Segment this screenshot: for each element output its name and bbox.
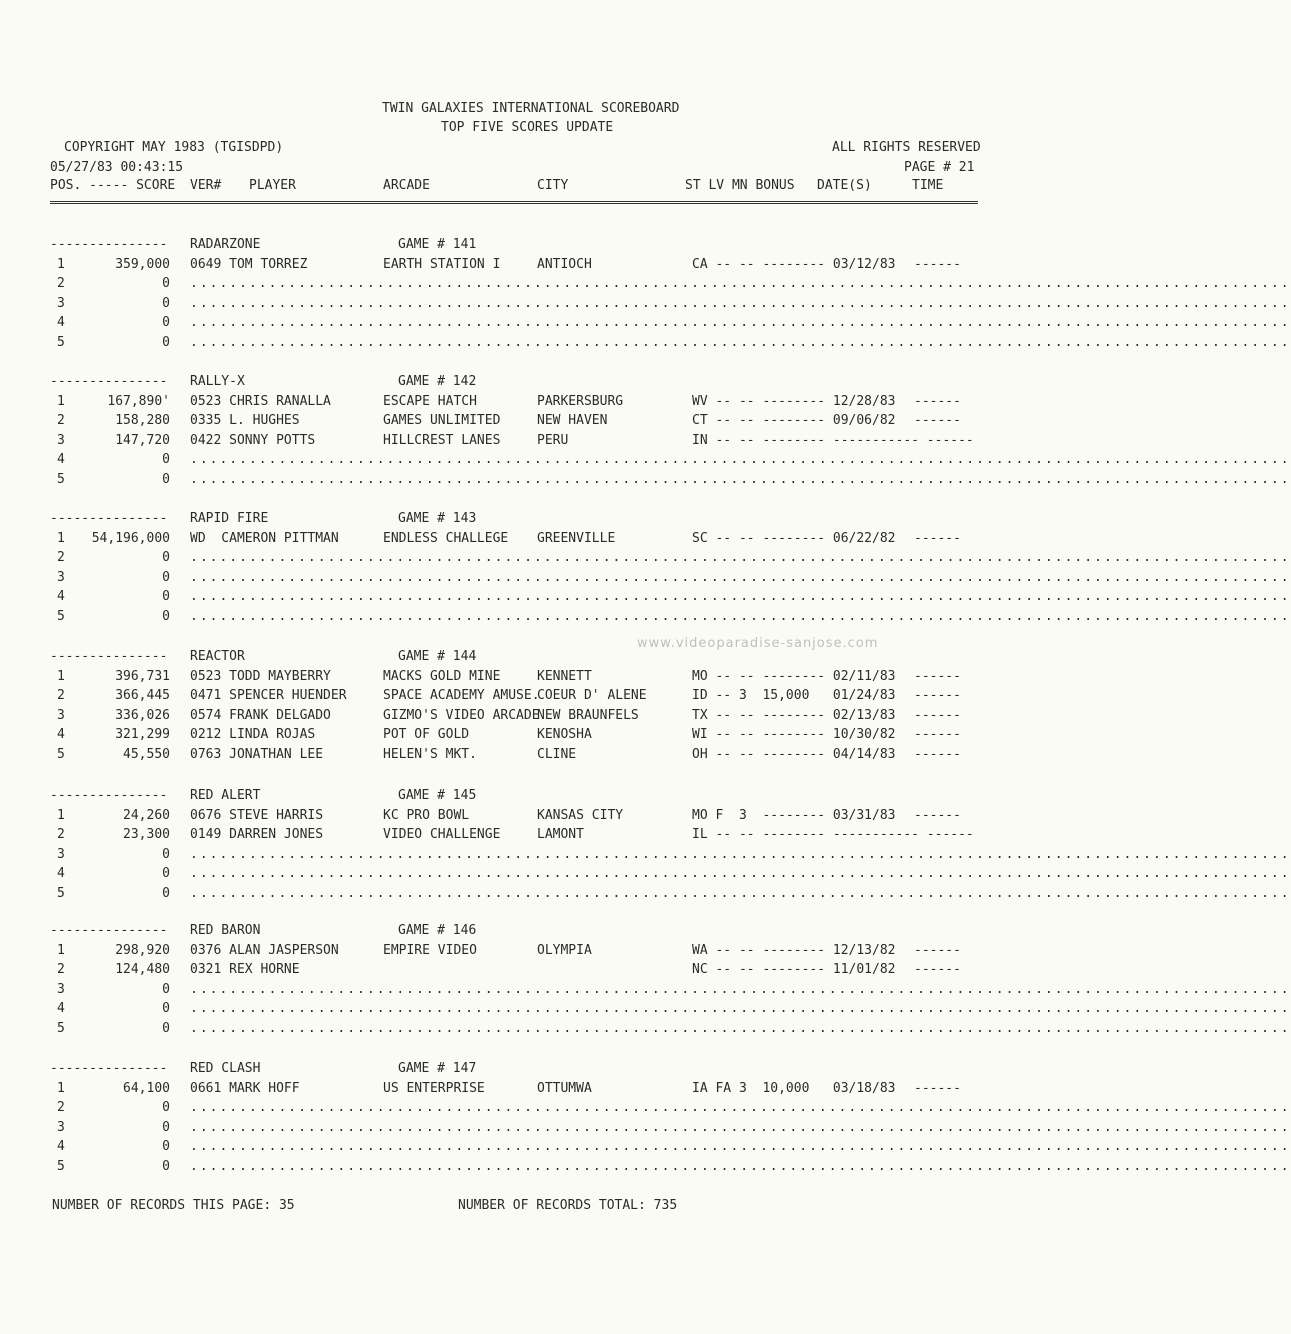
- row-score: 0: [162, 472, 170, 487]
- row-position: 3: [57, 708, 65, 723]
- row-score: 0: [162, 847, 170, 862]
- row-time: ------: [914, 943, 961, 958]
- row-score: 0: [162, 982, 170, 997]
- row-arcade: EMPIRE VIDEO: [383, 943, 477, 958]
- row-time: ------: [914, 1081, 961, 1096]
- row-dot-leader: ................................................................................................................: [190, 1120, 1291, 1135]
- row-position: 4: [57, 727, 65, 742]
- row-city: COEUR D' ALENE: [537, 688, 647, 703]
- game-number: GAME # 143: [398, 511, 477, 526]
- row-dot-leader: ................................................................................................................: [190, 886, 1291, 901]
- row-stats-date: TX -- -- -------- 02/13/83: [692, 708, 896, 723]
- col-player: PLAYER: [249, 178, 296, 193]
- col-arcade: ARCADE: [383, 178, 430, 193]
- game-number: GAME # 146: [398, 923, 477, 938]
- row-stats-date: WI -- -- -------- 10/30/82: [692, 727, 896, 742]
- row-score: 45,550: [123, 747, 170, 762]
- report-subtitle: TOP FIVE SCORES UPDATE: [441, 120, 614, 135]
- row-arcade: HELEN'S MKT.: [383, 747, 477, 762]
- row-dot-leader: ................................................................................................................: [190, 1139, 1291, 1154]
- row-city: KENOSHA: [537, 727, 592, 742]
- row-player: 0422 SONNY POTTS: [190, 433, 316, 448]
- game-number: GAME # 142: [398, 374, 477, 389]
- row-time: ------: [914, 808, 961, 823]
- row-position: 2: [57, 688, 65, 703]
- game-number: GAME # 141: [398, 237, 477, 252]
- row-position: 4: [57, 589, 65, 604]
- row-score: 298,920: [115, 943, 170, 958]
- row-arcade: US ENTERPRISE: [383, 1081, 485, 1096]
- row-score: 0: [162, 276, 170, 291]
- col-pos-score: POS. ----- SCORE: [50, 178, 176, 193]
- row-dot-leader: ................................................................................................................: [190, 472, 1291, 487]
- row-arcade: ESCAPE HATCH: [383, 394, 477, 409]
- row-city: GREENVILLE: [537, 531, 616, 546]
- row-stats-date: IL -- -- -------- ----------- ------: [692, 827, 974, 842]
- row-time: ------: [914, 708, 961, 723]
- row-arcade: VIDEO CHALLENGE: [383, 827, 501, 842]
- game-name: RED BARON: [190, 923, 261, 938]
- row-city: ANTIOCH: [537, 257, 592, 272]
- row-stats-date: IN -- -- -------- ----------- ------: [692, 433, 974, 448]
- row-dot-leader: ................................................................................................................: [190, 570, 1291, 585]
- watermark: www.videoparadise-sanjose.com: [637, 636, 879, 651]
- row-time: ------: [914, 257, 961, 272]
- row-dot-leader: ................................................................................................................: [190, 335, 1291, 350]
- row-position: 2: [57, 827, 65, 842]
- row-player: 0574 FRANK DELGADO: [190, 708, 331, 723]
- row-position: 5: [57, 472, 65, 487]
- report-datetime: 05/27/83 00:43:15: [50, 160, 184, 175]
- row-score: 54,196,000: [91, 531, 170, 546]
- row-city: NEW HAVEN: [537, 413, 608, 428]
- row-score: 0: [162, 335, 170, 350]
- row-stats-date: MO -- -- -------- 02/11/83: [692, 669, 896, 684]
- row-time: ------: [914, 747, 961, 762]
- row-position: 1: [57, 943, 65, 958]
- row-position: 4: [57, 315, 65, 330]
- row-score: 0: [162, 1139, 170, 1154]
- row-stats-date: CT -- -- -------- 09/06/82: [692, 413, 896, 428]
- row-dot-leader: ................................................................................................................: [190, 296, 1291, 311]
- row-city: OLYMPIA: [537, 943, 592, 958]
- game-number: GAME # 145: [398, 788, 477, 803]
- row-position: 1: [57, 669, 65, 684]
- row-position: 1: [57, 808, 65, 823]
- row-position: 5: [57, 747, 65, 762]
- row-time: ------: [914, 962, 961, 977]
- row-position: 3: [57, 847, 65, 862]
- row-stats-date: IA FA 3 10,000 03/18/83: [692, 1081, 896, 1096]
- row-arcade: HILLCREST LANES: [383, 433, 501, 448]
- row-player: 0149 DARREN JONES: [190, 827, 324, 842]
- row-dot-leader: ................................................................................................................: [190, 452, 1291, 467]
- row-position: 2: [57, 413, 65, 428]
- game-number: GAME # 144: [398, 649, 477, 664]
- records-total: NUMBER OF RECORDS TOTAL: 735: [458, 1198, 678, 1213]
- row-score: 0: [162, 315, 170, 330]
- row-dot-leader: ................................................................................................................: [190, 1100, 1291, 1115]
- row-score: 366,445: [115, 688, 170, 703]
- game-name: RED ALERT: [190, 788, 261, 803]
- row-position: 2: [57, 276, 65, 291]
- row-stats-date: OH -- -- -------- 04/14/83: [692, 747, 896, 762]
- col-time: TIME: [912, 178, 944, 193]
- page-number: PAGE # 21: [904, 160, 975, 175]
- row-stats-date: MO F 3 -------- 03/31/83: [692, 808, 896, 823]
- col-city: CITY: [537, 178, 569, 193]
- row-city: CLINE: [537, 747, 577, 762]
- row-dot-leader: ................................................................................................................: [190, 866, 1291, 881]
- copyright: COPYRIGHT MAY 1983 (TGISDPD): [64, 140, 284, 155]
- row-score: 0: [162, 1100, 170, 1115]
- row-dot-leader: ................................................................................................................: [190, 276, 1291, 291]
- row-dot-leader: ................................................................................................................: [190, 1001, 1291, 1016]
- col-dates: DATE(S): [817, 178, 872, 193]
- row-player: 0649 TOM TORREZ: [190, 257, 308, 272]
- row-position: 1: [57, 1081, 65, 1096]
- row-stats-date: NC -- -- -------- 11/01/82: [692, 962, 896, 977]
- row-city: KENNETT: [537, 669, 592, 684]
- row-stats-date: SC -- -- -------- 06/22/82: [692, 531, 896, 546]
- row-position: 1: [57, 531, 65, 546]
- row-player: WD CAMERON PITTMAN: [190, 531, 339, 546]
- row-city: PERU: [537, 433, 569, 448]
- row-position: 3: [57, 433, 65, 448]
- row-city: KANSAS CITY: [537, 808, 624, 823]
- row-dot-leader: ................................................................................................................: [190, 589, 1291, 604]
- row-arcade: POT OF GOLD: [383, 727, 470, 742]
- row-position: 2: [57, 1100, 65, 1115]
- row-score: 124,480: [115, 962, 170, 977]
- row-score: 167,890': [107, 394, 170, 409]
- row-dot-leader: ................................................................................................................: [190, 982, 1291, 997]
- row-position: 4: [57, 1139, 65, 1154]
- row-player: 0376 ALAN JASPERSON: [190, 943, 339, 958]
- row-city: NEW BRAUNFELS: [537, 708, 639, 723]
- row-score: 0: [162, 570, 170, 585]
- game-name: REACTOR: [190, 649, 245, 664]
- row-score: 396,731: [115, 669, 170, 684]
- row-dot-leader: ................................................................................................................: [190, 1159, 1291, 1174]
- row-score: 0: [162, 1001, 170, 1016]
- row-position: 5: [57, 335, 65, 350]
- row-dot-leader: ................................................................................................................: [190, 609, 1291, 624]
- row-position: 2: [57, 962, 65, 977]
- row-position: 1: [57, 394, 65, 409]
- row-dot-leader: ................................................................................................................: [190, 1021, 1291, 1036]
- header-rule: [50, 201, 978, 204]
- game-dash: ---------------: [50, 923, 168, 938]
- row-position: 3: [57, 296, 65, 311]
- row-player: 0335 L. HUGHES: [190, 413, 300, 428]
- row-score: 0: [162, 452, 170, 467]
- row-position: 4: [57, 452, 65, 467]
- row-position: 1: [57, 257, 65, 272]
- row-score: 0: [162, 589, 170, 604]
- col-stats: ST LV MN BONUS: [685, 178, 795, 193]
- row-stats-date: WV -- -- -------- 12/28/83: [692, 394, 896, 409]
- game-dash: ---------------: [50, 237, 168, 252]
- game-name: RADARZONE: [190, 237, 261, 252]
- row-position: 4: [57, 1001, 65, 1016]
- row-score: 359,000: [115, 257, 170, 272]
- report-title: TWIN GALAXIES INTERNATIONAL SCOREBOARD: [382, 101, 680, 116]
- row-score: 0: [162, 1159, 170, 1174]
- row-time: ------: [914, 531, 961, 546]
- row-score: 321,299: [115, 727, 170, 742]
- game-dash: ---------------: [50, 511, 168, 526]
- row-score: 0: [162, 550, 170, 565]
- game-name: RALLY-X: [190, 374, 245, 389]
- row-arcade: GAMES UNLIMITED: [383, 413, 501, 428]
- col-ver: VER#: [190, 178, 222, 193]
- row-dot-leader: ................................................................................................................: [190, 315, 1291, 330]
- game-dash: ---------------: [50, 1061, 168, 1076]
- row-player: 0676 STEVE HARRIS: [190, 808, 324, 823]
- row-score: 0: [162, 1120, 170, 1135]
- row-score: 0: [162, 296, 170, 311]
- row-arcade: MACKS GOLD MINE: [383, 669, 501, 684]
- row-player: 0212 LINDA ROJAS: [190, 727, 316, 742]
- row-arcade: EARTH STATION I: [383, 257, 501, 272]
- row-score: 0: [162, 866, 170, 881]
- records-this-page: NUMBER OF RECORDS THIS PAGE: 35: [52, 1198, 295, 1213]
- row-player: 0523 TODD MAYBERRY: [190, 669, 331, 684]
- row-position: 3: [57, 982, 65, 997]
- row-dot-leader: ................................................................................................................: [190, 847, 1291, 862]
- row-arcade: SPACE ACADEMY AMUSE.: [383, 688, 540, 703]
- row-time: ------: [914, 669, 961, 684]
- row-position: 5: [57, 1159, 65, 1174]
- row-position: 5: [57, 1021, 65, 1036]
- game-dash: ---------------: [50, 649, 168, 664]
- row-arcade: GIZMO'S VIDEO ARCADE: [383, 708, 540, 723]
- row-city: PARKERSBURG: [537, 394, 624, 409]
- row-score: 336,026: [115, 708, 170, 723]
- row-position: 3: [57, 1120, 65, 1135]
- row-player: 0763 JONATHAN LEE: [190, 747, 324, 762]
- row-player: 0523 CHRIS RANALLA: [190, 394, 331, 409]
- rights-reserved: ALL RIGHTS RESERVED: [832, 140, 981, 155]
- row-position: 2: [57, 550, 65, 565]
- row-player: 0661 MARK HOFF: [190, 1081, 300, 1096]
- row-score: 23,300: [123, 827, 170, 842]
- row-position: 3: [57, 570, 65, 585]
- row-arcade: ENDLESS CHALLEGE: [383, 531, 509, 546]
- row-score: 147,720: [115, 433, 170, 448]
- row-player: 0471 SPENCER HUENDER: [190, 688, 347, 703]
- row-stats-date: ID -- 3 15,000 01/24/83: [692, 688, 896, 703]
- row-score: 158,280: [115, 413, 170, 428]
- row-time: ------: [914, 413, 961, 428]
- game-name: RAPID FIRE: [190, 511, 269, 526]
- row-time: ------: [914, 727, 961, 742]
- row-stats-date: CA -- -- -------- 03/12/83: [692, 257, 896, 272]
- row-arcade: KC PRO BOWL: [383, 808, 470, 823]
- row-score: 0: [162, 886, 170, 901]
- row-position: 5: [57, 609, 65, 624]
- row-city: LAMONT: [537, 827, 584, 842]
- row-dot-leader: ................................................................................................................: [190, 550, 1291, 565]
- row-time: ------: [914, 688, 961, 703]
- row-score: 0: [162, 609, 170, 624]
- game-dash: ---------------: [50, 788, 168, 803]
- row-player: 0321 REX HORNE: [190, 962, 300, 977]
- row-score: 64,100: [123, 1081, 170, 1096]
- game-dash: ---------------: [50, 374, 168, 389]
- row-score: 24,260: [123, 808, 170, 823]
- row-stats-date: WA -- -- -------- 12/13/82: [692, 943, 896, 958]
- row-city: OTTUMWA: [537, 1081, 592, 1096]
- row-score: 0: [162, 1021, 170, 1036]
- row-position: 5: [57, 886, 65, 901]
- row-position: 4: [57, 866, 65, 881]
- game-name: RED CLASH: [190, 1061, 261, 1076]
- game-number: GAME # 147: [398, 1061, 477, 1076]
- row-time: ------: [914, 394, 961, 409]
